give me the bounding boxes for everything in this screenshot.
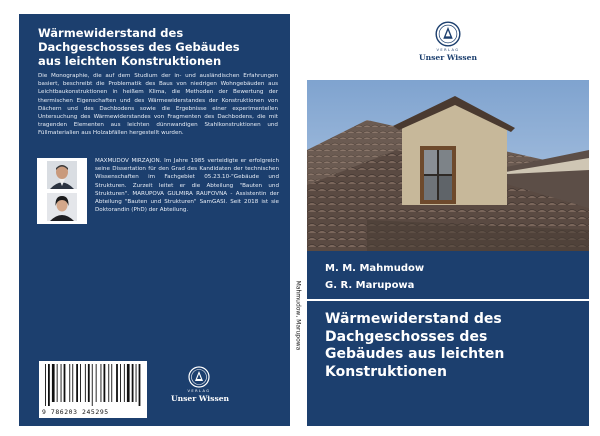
back-title-line: aus leichten Konstruktionen bbox=[38, 54, 222, 68]
barcode-bar bbox=[88, 364, 90, 402]
back-cover bbox=[19, 14, 290, 426]
unser-wissen-logo-icon bbox=[188, 366, 210, 388]
barcode-bar bbox=[85, 364, 86, 402]
author-name: M. M. Mahmudow bbox=[325, 263, 425, 274]
front-header bbox=[307, 14, 589, 80]
barcode-bar bbox=[108, 364, 109, 402]
front-title-panel bbox=[307, 251, 589, 426]
back-publisher-logo bbox=[171, 366, 230, 403]
author-photos bbox=[37, 158, 87, 224]
divider bbox=[307, 299, 589, 301]
publisher-name: Unser Wissen bbox=[171, 394, 230, 403]
back-cover-title bbox=[38, 26, 283, 68]
author-bio-text: MAXMUDOV MIRZAJON. Im Jahre 1985 verteidigte er erfolgreich seine Dissertation für den Grad des Kandidaten der technischen Wissenschaften im Fachgebiet 05.23.10-"Gebäude und Strukturen. Zurzeit leitet er die Abteilung "Bauten und Strukturen". MARUPOVA GULMIRA RAUFOVNA - Assistentin der Abteilung "Bauten und Strukturen" SamGASI. Seit 2018 ist sie Doktorandin (PhD) der Abteilung. bbox=[95, 158, 279, 214]
front-cover bbox=[307, 14, 589, 426]
book-spine bbox=[290, 14, 307, 426]
unser-wissen-logo-icon bbox=[435, 21, 461, 47]
author-name: G. R. Marupowa bbox=[325, 280, 415, 291]
barcode-bar bbox=[80, 364, 81, 402]
author-portrait-female bbox=[47, 193, 77, 221]
front-title-line: Wärmewiderstand des bbox=[325, 311, 502, 327]
barcode-bar bbox=[136, 364, 137, 402]
roof-photo bbox=[307, 80, 589, 251]
isbn-number: 9 786203 245295 bbox=[42, 408, 109, 416]
isbn-barcode bbox=[39, 361, 147, 418]
barcode-bar bbox=[96, 364, 97, 402]
author-portrait-male bbox=[47, 161, 77, 189]
barcode-bar bbox=[76, 364, 78, 402]
author-biography bbox=[95, 157, 279, 214]
barcode-bar bbox=[52, 364, 55, 402]
barcode-bar bbox=[116, 364, 118, 402]
barcode-bar bbox=[72, 364, 73, 402]
barcode-bar bbox=[139, 364, 141, 406]
barcode-bar bbox=[101, 364, 102, 402]
barcode-bar bbox=[45, 364, 46, 406]
book-description bbox=[38, 72, 278, 138]
barcode-bar bbox=[132, 364, 134, 402]
back-title-line: Wärmewiderstand des bbox=[38, 26, 184, 40]
barcode-bar bbox=[48, 364, 50, 406]
barcode-bar bbox=[111, 364, 112, 402]
barcode-bar bbox=[92, 364, 93, 406]
barcode-bar bbox=[69, 364, 70, 402]
barcode-bar bbox=[104, 364, 106, 402]
front-title-line: Gebäudes aus leichten bbox=[325, 346, 505, 362]
publisher-name: Unser Wissen bbox=[418, 53, 478, 62]
barcode-bar bbox=[61, 364, 62, 402]
front-publisher-logo bbox=[417, 21, 479, 62]
barcode-bar bbox=[127, 364, 130, 402]
barcode-bar bbox=[120, 364, 121, 402]
front-title-line: Konstruktionen bbox=[325, 363, 447, 380]
front-cover-title bbox=[325, 311, 581, 381]
barcode-bars bbox=[43, 364, 143, 406]
barcode-bar bbox=[57, 364, 58, 402]
spine-authors: Mahmudow, Marupowa bbox=[294, 280, 302, 351]
description-text: Die Monographie, die auf dem Studium der in- und ausländischen Erfahrungen basiert, beschreibt die Problematik des Baus von niedrigen Wohngebäuden aus Leichtbaukonstruktionen in heißem Klima, die Methoden der Bewertung der thermischen Eigenschaften und des Wärmewiderstandes der Konstruktionen von Dächern und des Dachbodens sowie die Ergebnisse einer experimentellen Untersuchung des Wärmewiderstandes von Fragmenten des Dachbodens, die mit tragenden Elementen aus leichten dünnwandigen Stahlkonstruktionen und Füllmaterialien aus Holzabfällen hergestellt wurden. bbox=[38, 73, 278, 137]
barcode-bar bbox=[64, 364, 66, 402]
front-title-line: Dachgeschosses des bbox=[325, 328, 488, 345]
publisher-verlag-label: VERLAG bbox=[436, 48, 460, 52]
publisher-verlag-label: VERLAG bbox=[187, 389, 211, 393]
back-title-line: Dachgeschosses des Gebäudes bbox=[38, 40, 240, 54]
barcode-bar bbox=[124, 364, 125, 402]
